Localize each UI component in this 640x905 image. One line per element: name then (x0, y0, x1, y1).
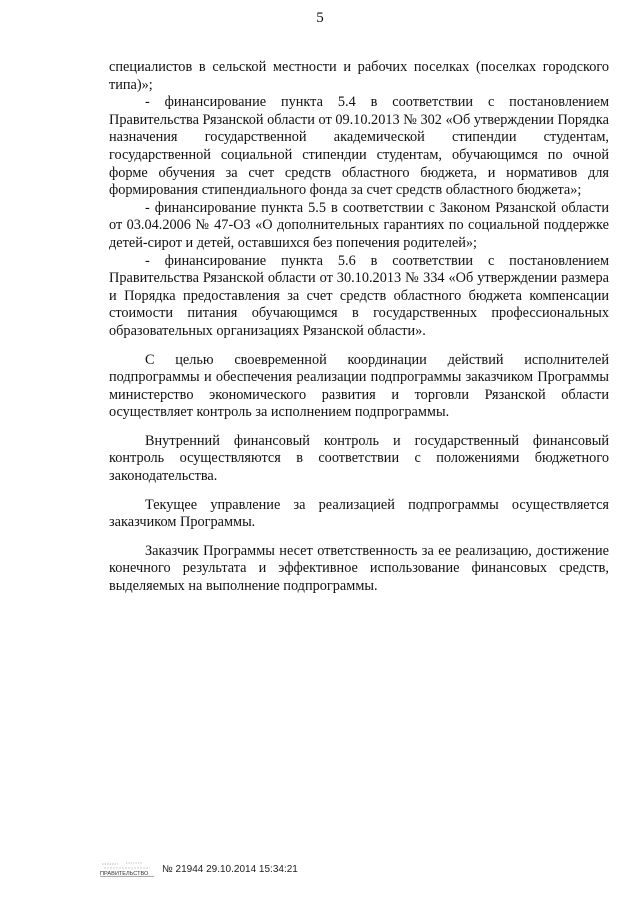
paragraph: - финансирование пункта 5.4 в соответствии с постановлением Правительства Рязанской области от 09.10.2013 № 302 «Об утверждении Порядка назначения государственной академической стипендии студентам, государственной социальной стипендии студентам, обучающимся по очной форме обучения за счет средств областного бюджета, и нормативов для формирования стипендиального фонда за счет средств областного бюджета»; (109, 94, 609, 199)
paragraph: Заказчик Программы несет ответственность за ее реализацию, достижение конечного результата и эффективное использование финансовых средств, выделяемых на выполнение подпрограммы. (109, 542, 609, 595)
paragraph: Текущее управление за реализацией подпрограммы осуществляется заказчиком Программы. (109, 496, 609, 531)
paragraph: - финансирование пункта 5.6 в соответствии с постановлением Правительства Рязанской области от 30.10.2013 № 334 «Об утверждении размера и Порядка предоставления за счет средств областного бюджета компенсации стоимости питания обучающимся в государственных профессиональных образовательных организациях Рязанской области». (109, 252, 609, 339)
stamp-text: ПРАВИТЕЛЬСТВО (100, 871, 149, 877)
paragraph: - финансирование пункта 5.5 в соответствии с Законом Рязанской области от 03.04.2006 № 47-ОЗ «О дополнительных гарантиях по социальной поддержке детей-сирот и детей, оставшихся без попечения родителей»; (109, 199, 609, 251)
paragraph: Внутренний финансовый контроль и государственный финансовый контроль осуществляются в соответствии с положениями бюджетного законодательства. (109, 432, 609, 485)
paragraph: специалистов в сельской местности и рабочих поселках (поселках городского типа)»; (109, 59, 609, 93)
footer (98, 861, 298, 877)
page-number: 5 (316, 10, 324, 26)
document-body (109, 59, 609, 596)
document-registration-info: № 21944 29.10.2014 15:34:21 (162, 863, 298, 875)
registry-stamp-icon (98, 861, 156, 877)
paragraph: С целью своевременной координации действий исполнителей подпрограммы и обеспечения реализации подпрограммы заказчиком Программы министерство экономического развития и торговли Рязанской области осуществляет контроль за исполнением подпрограммы. (109, 351, 609, 421)
